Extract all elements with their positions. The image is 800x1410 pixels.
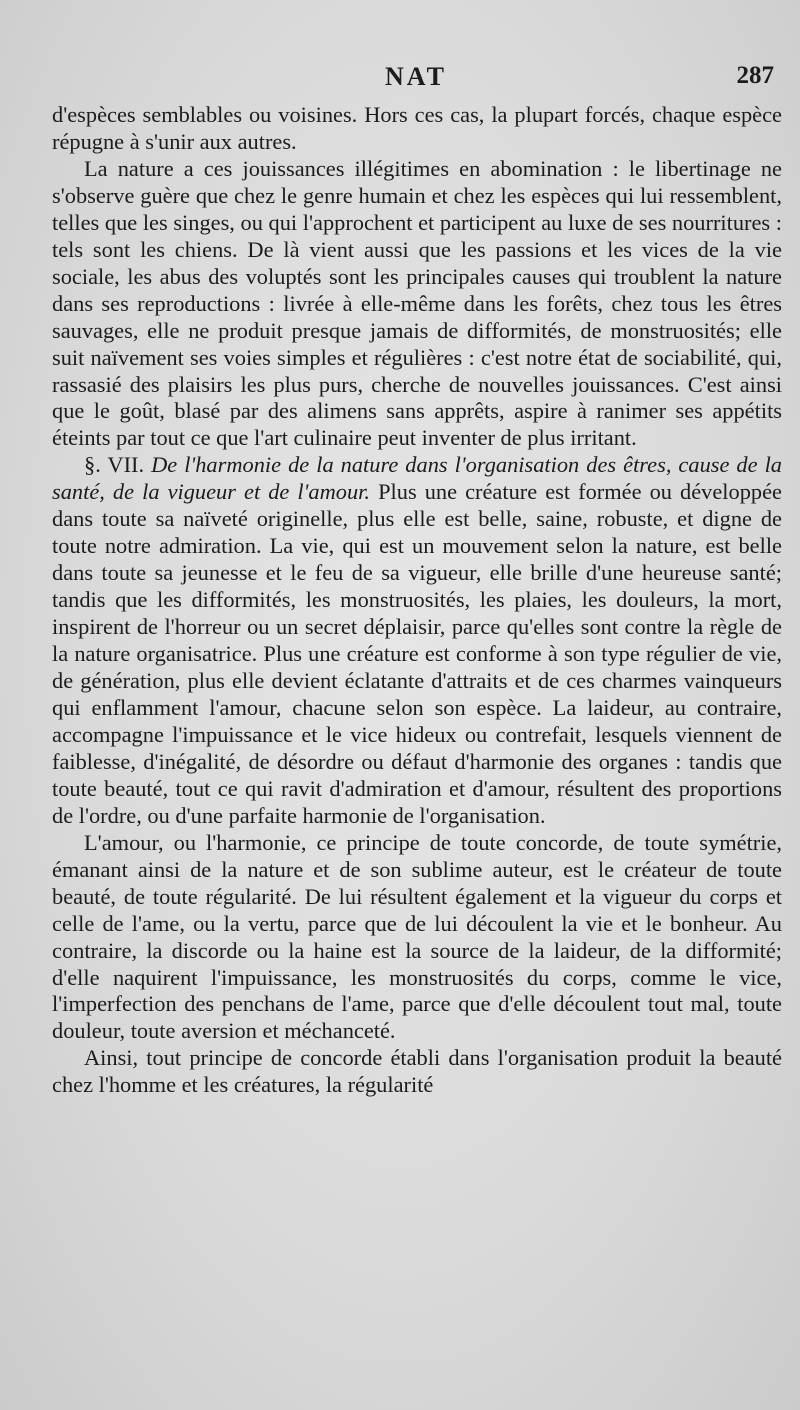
running-head: NAT xyxy=(385,62,447,91)
section-number: §. VII. xyxy=(84,452,145,478)
body-text xyxy=(52,102,782,1099)
page-header xyxy=(52,62,780,96)
paragraph-amour: L'amour, ou l'harmonie, ce principe de toute concorde, de toute symétrie, émanant ainsi de la nature et de son sublime auteur, est le créateur de toute beauté, de toute régularité. De lui résultent également et la vigueur du corps et celle de l'ame, ou la vertu, parce que de lui découlent la vie et le bonheur. Au contraire, la discorde ou la haine est la source de la laideur, de la difformité; d'elle naquirent l'impuissance, les monstruosités du corps, comme le vice, l'imperfection des penchans de l'ame, parce que d'elle découlent tout mal, toute douleur, toute aversion et méchanceté. xyxy=(52,829,782,1044)
paragraph-continuation: d'espèces semblables ou voisines. Hors ces cas, la plupart forcés, chaque espèce répugne à s'unir aux autres. xyxy=(52,102,782,154)
section-text: Plus une créature est formée ou développée dans toute sa naïveté originelle, plus elle est belle, saine, robuste, et digne de toute notre admiration. La vie, qui est un mouvement selon la nature, est belle dans toute sa jeunesse et le feu de sa vigueur, elle brille d'une heureuse santé; tandis que les difformités, les monstruosités, les plaies, les douleurs, la mort, inspirent de l'horreur ou un secret déplaisir, parce qu'elles sont contre la règle de la nature organisatrice. Plus une créature est conforme à son type régulier de vie, de génération, plus elle devient éclatante d'attraits et de ces charmes vainqueurs qui enflamment l'amour, chacune selon son espèce. La laideur, au contraire, accompagne l'impuissance et le vice hideux ou contrefait, lesquels viennent de faiblesse, d'inégalité, de désordre ou défaut d'harmonie des organes : tandis que toute beauté, tout ce qui ravit d'admiration et d'amour, résultent des proportions de l'ordre, ou d'une parfaite harmonie de l'organisation. xyxy=(52,479,782,828)
page-number: 287 xyxy=(736,62,774,89)
paragraph-ainsi: Ainsi, tout principe de concorde établi dans l'organisation produit la beauté chez l'homme et les créatures, la régularité xyxy=(52,1045,782,1098)
paragraph-libertinage: La nature a ces jouissances illégitimes en abomination : le libertinage ne s'observe guère que chez le genre humain et chez les espèces qui lui ressemblent, telles que les singes, ou qui l'approchent et participent au luxe de ses nourritures : tels sont les chiens. De là vient aussi que les passions et les vices de la vie sociale, les abus des voluptés sont les principales causes qui troublent la nature dans ses reproductions : livrée à elle-même dans les forêts, chez tous les êtres sauvages, elle ne produit presque jamais de difformités, de monstruosités; elle suit naïvement ses voies simples et régulières : c'est notre état de sociabilité, qui, rassasié des plaisirs les plus purs, cherche de nouvelles jouissances. C'est ainsi que le goût, blasé par des alimens sans apprêts, aspire à ranimer ses appétits éteints par tout ce que l'art culinaire peut inventer de plus irritant. xyxy=(52,155,782,451)
section-title: De l'harmonie de la nature dans l'organisation des êtres, cause de la santé, de la vigueur et de l'amour. xyxy=(52,452,782,505)
paragraph-section-vii xyxy=(52,452,782,829)
